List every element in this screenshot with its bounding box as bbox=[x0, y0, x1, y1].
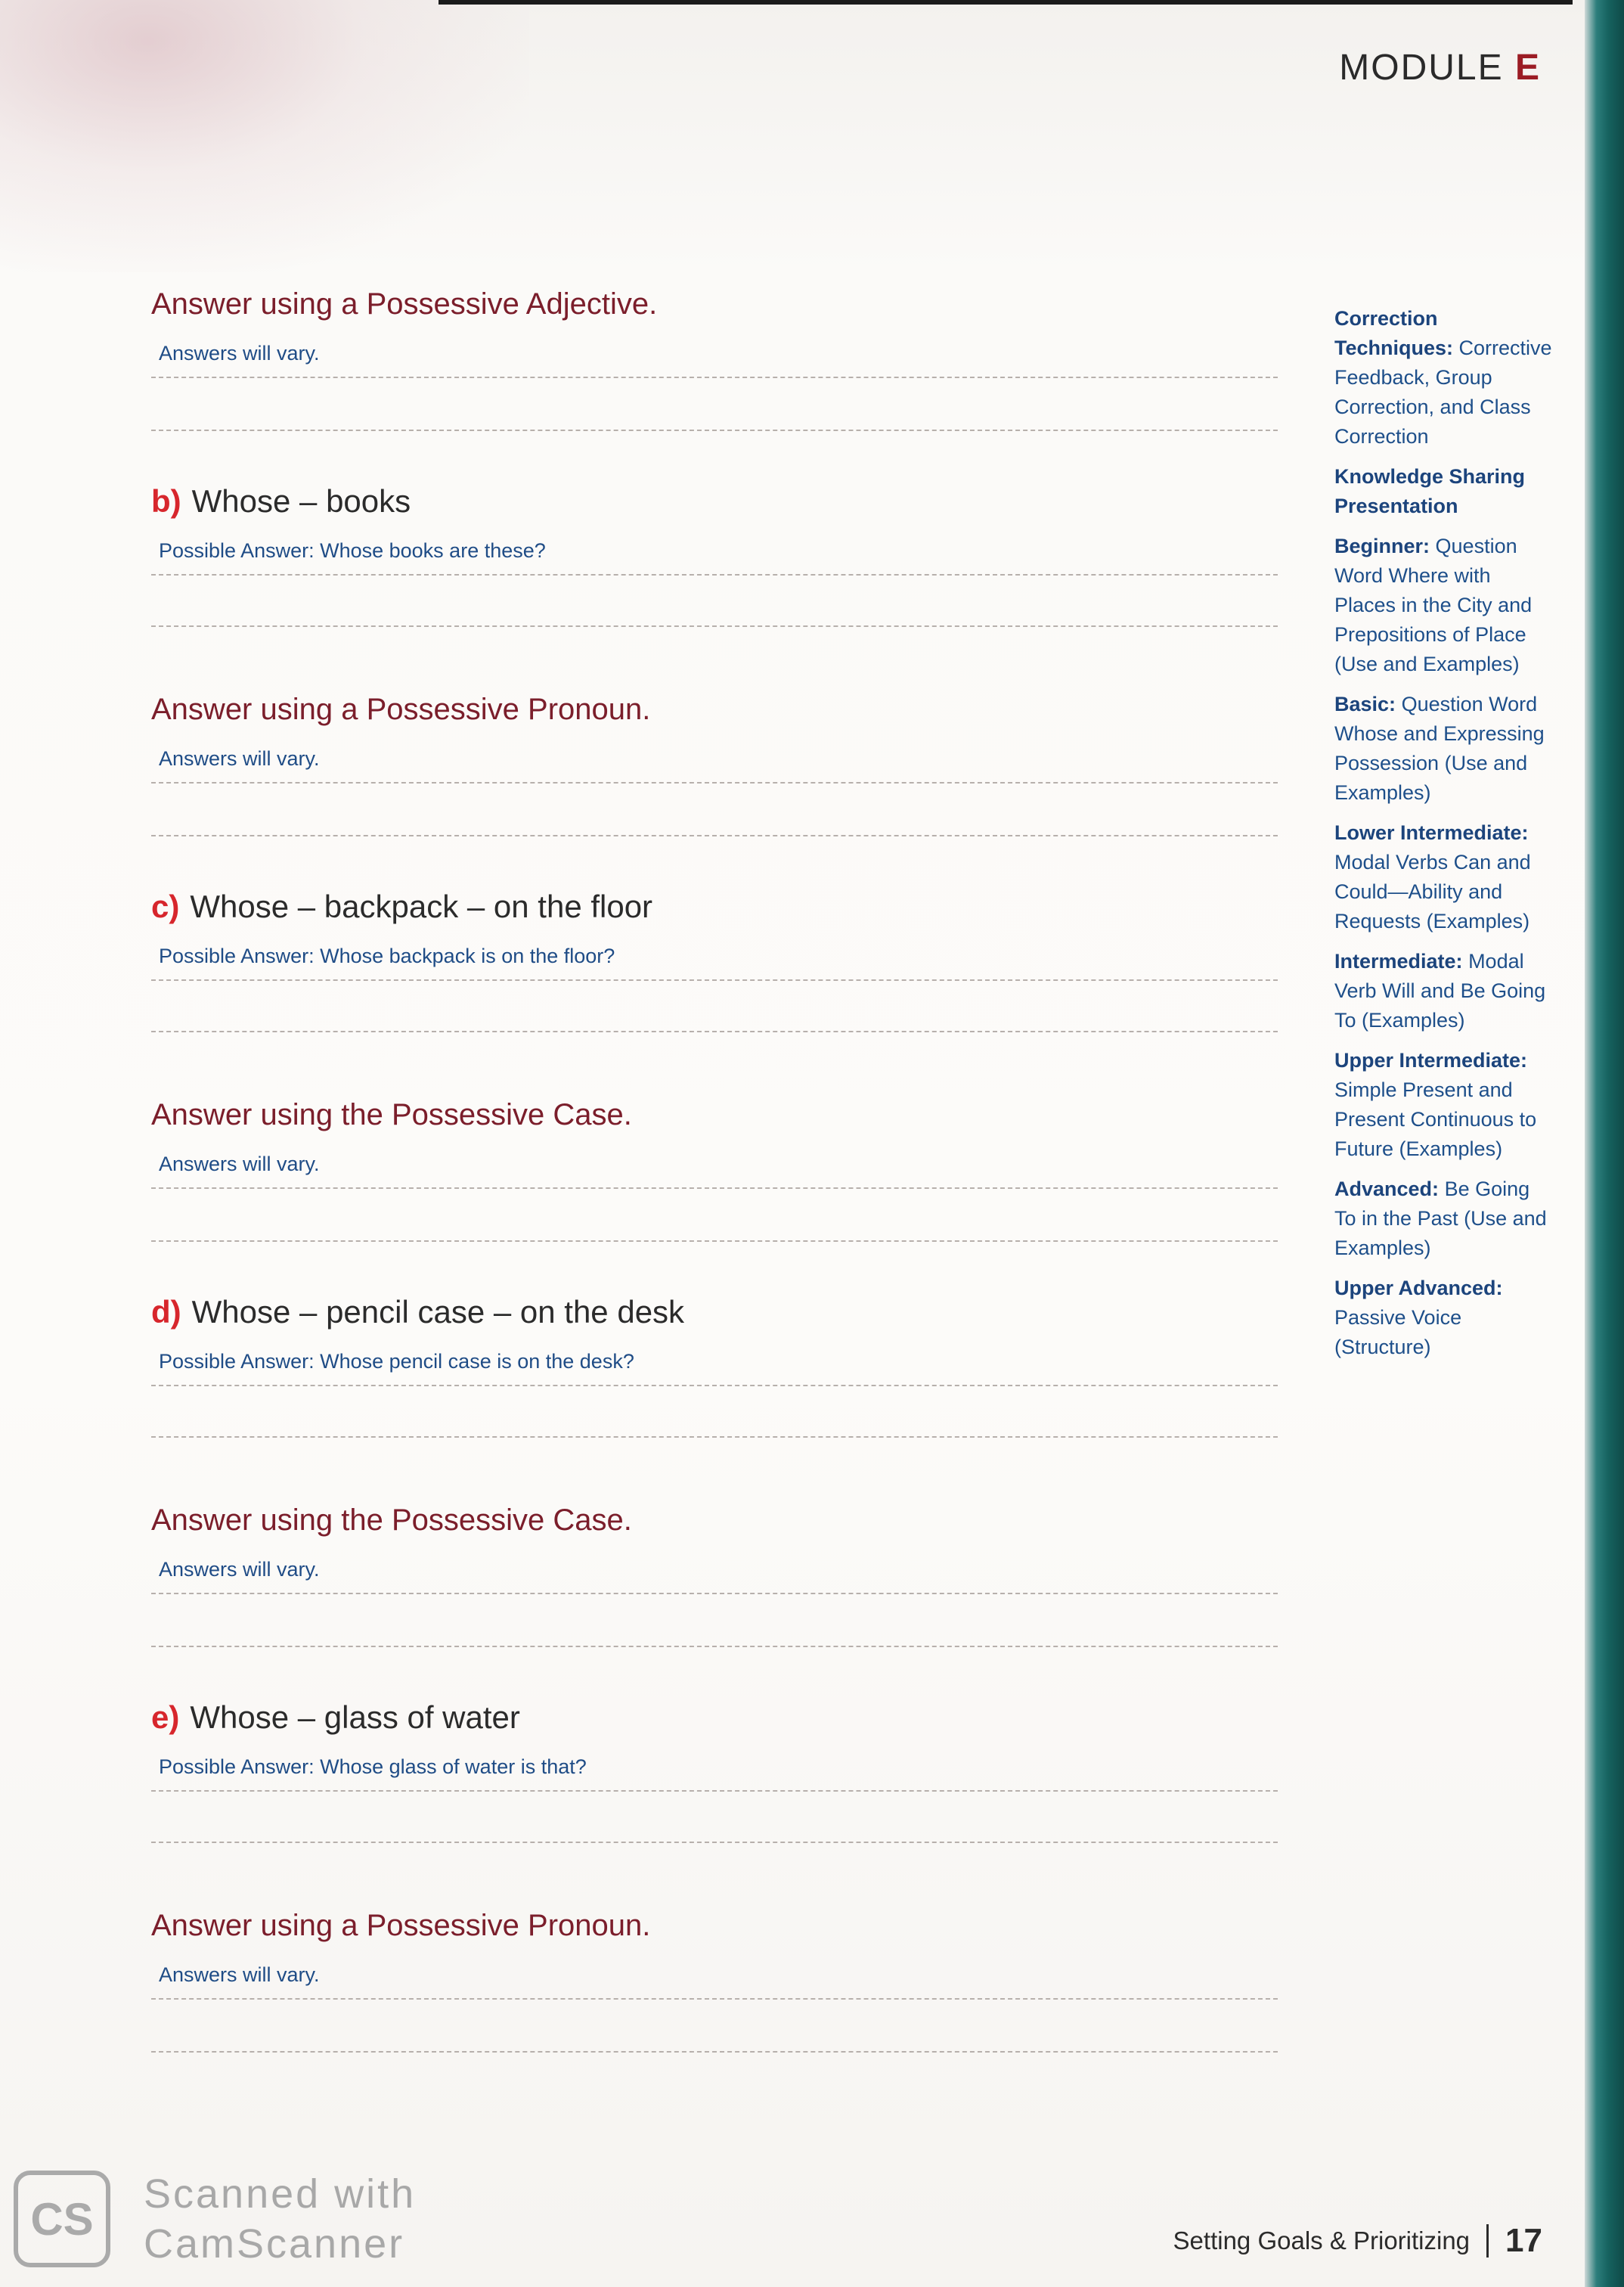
exercise-block bbox=[144, 886, 1285, 1091]
sidebar-note bbox=[1334, 947, 1554, 1035]
exercise-block bbox=[144, 280, 1285, 480]
answer-response: Possible Answer: Whose books are these? bbox=[159, 539, 546, 562]
sidebar-note-label: Upper Advanced: bbox=[1334, 1277, 1503, 1299]
sidebar-note bbox=[1334, 304, 1554, 452]
teacher-notes-sidebar bbox=[1334, 304, 1554, 1373]
camscanner-watermark bbox=[14, 2169, 416, 2269]
question-prompt bbox=[151, 1294, 684, 1330]
answer-line bbox=[151, 1240, 1278, 1242]
answer-line bbox=[151, 625, 1278, 627]
sidebar-note-label: Beginner: bbox=[1334, 535, 1430, 557]
watermark-line1: Scanned with bbox=[144, 2171, 417, 2217]
answer-line bbox=[151, 1385, 1278, 1386]
footer-title: Setting Goals & Prioritizing bbox=[1173, 2226, 1471, 2254]
answer-line bbox=[151, 782, 1278, 784]
module-label bbox=[1339, 47, 1541, 88]
sidebar-note-text: Modal Verb Will and Be Going To (Examples) bbox=[1334, 950, 1546, 1032]
question-text: Whose – backpack – on the floor bbox=[190, 889, 653, 924]
answer-line bbox=[151, 1842, 1278, 1843]
answer-response: Answers will vary. bbox=[159, 1963, 320, 1986]
answer-line bbox=[151, 835, 1278, 836]
answer-line bbox=[151, 2051, 1278, 2053]
answer-response: Possible Answer: Whose pencil case is on the desk? bbox=[159, 1350, 634, 1373]
question-prompt bbox=[151, 483, 411, 520]
answer-instruction: Answer using the Possessive Case. bbox=[151, 1503, 632, 1537]
question-letter: e) bbox=[151, 1699, 180, 1735]
sidebar-note-text: Simple Present and Present Continuous to Future (Examples) bbox=[1334, 1078, 1537, 1160]
question-text: Whose – books bbox=[191, 483, 411, 519]
answer-line bbox=[151, 1436, 1278, 1438]
sidebar-note-text: Be Going To in the Past (Use and Examples) bbox=[1334, 1178, 1547, 1259]
sidebar-note-text: Passive Voice (Structure) bbox=[1334, 1306, 1462, 1358]
answer-line bbox=[151, 1790, 1278, 1792]
answer-response: Possible Answer: Whose glass of water is that? bbox=[159, 1755, 587, 1778]
sidebar-note-text: Question Word Where with Places in the City and Prepositions of Place (Use and Examples) bbox=[1334, 535, 1533, 675]
page-number: 17 bbox=[1505, 2222, 1542, 2259]
question-prompt bbox=[151, 889, 652, 925]
watermark-line2: CamScanner bbox=[144, 2221, 405, 2267]
sidebar-note bbox=[1334, 690, 1554, 808]
answer-instruction: Answer using a Possessive Pronoun. bbox=[151, 693, 651, 726]
sidebar-note-label: Correction Techniques: bbox=[1334, 307, 1454, 359]
module-letter: E bbox=[1514, 48, 1541, 88]
sidebar-note-label: Lower Intermediate: bbox=[1334, 821, 1529, 844]
answer-response: Answers will vary. bbox=[159, 1558, 320, 1581]
book-spine bbox=[1585, 0, 1624, 2287]
answer-line bbox=[151, 574, 1278, 576]
question-letter: b) bbox=[151, 483, 181, 519]
answer-line bbox=[151, 1998, 1278, 2000]
answer-response: Answers will vary. bbox=[159, 747, 320, 770]
answer-line bbox=[151, 1187, 1278, 1189]
sidebar-note bbox=[1334, 818, 1554, 936]
answer-instruction: Answer using a Possessive Adjective. bbox=[151, 287, 658, 321]
answer-response: Answers will vary. bbox=[159, 1153, 320, 1175]
footer-divider bbox=[1486, 2224, 1489, 2258]
answer-response: Answers will vary. bbox=[159, 342, 320, 365]
page-footer bbox=[1173, 2222, 1542, 2260]
sidebar-note-label: Intermediate: bbox=[1334, 950, 1463, 973]
exercise-block bbox=[144, 1901, 1285, 2102]
question-letter: c) bbox=[151, 889, 180, 924]
answer-instruction: Answer using the Possessive Case. bbox=[151, 1098, 632, 1131]
camscanner-logo: CS bbox=[14, 2171, 110, 2267]
sidebar-note bbox=[1334, 1046, 1554, 1164]
answer-instruction: Answer using a Possessive Pronoun. bbox=[151, 1909, 651, 1942]
question-text: Whose – glass of water bbox=[190, 1699, 520, 1735]
answer-line bbox=[151, 1031, 1278, 1032]
question-letter: d) bbox=[151, 1294, 181, 1330]
answer-line bbox=[151, 1646, 1278, 1647]
question-prompt bbox=[151, 1699, 520, 1736]
answer-line bbox=[151, 979, 1278, 981]
sidebar-note bbox=[1334, 462, 1554, 521]
exercise-block bbox=[144, 1496, 1285, 1696]
exercise-list bbox=[144, 280, 1285, 2102]
sidebar-note-text: Question Word Whose and Expressing Possession (Use and Examples) bbox=[1334, 693, 1545, 804]
watermark-text bbox=[144, 2169, 416, 2269]
sidebar-note bbox=[1334, 1175, 1554, 1263]
exercise-block bbox=[144, 480, 1285, 685]
exercise-block bbox=[144, 685, 1285, 886]
sidebar-note-label: Upper Intermediate: bbox=[1334, 1049, 1528, 1072]
sidebar-note-label: Advanced: bbox=[1334, 1178, 1440, 1200]
answer-response: Possible Answer: Whose backpack is on the floor? bbox=[159, 945, 615, 967]
sidebar-note-label: Knowledge Sharing Presentation bbox=[1334, 465, 1526, 517]
exercise-block bbox=[144, 1696, 1285, 1901]
sidebar-note-text: Corrective Feedback, Group Correction, and Class Correction bbox=[1334, 337, 1552, 448]
sidebar-note bbox=[1334, 1274, 1554, 1362]
page-top-edge bbox=[439, 0, 1573, 5]
answer-line bbox=[151, 1593, 1278, 1594]
answer-line bbox=[151, 377, 1278, 378]
sidebar-note bbox=[1334, 532, 1554, 679]
module-text: MODULE bbox=[1339, 48, 1504, 88]
exercise-block bbox=[144, 1291, 1285, 1496]
answer-line bbox=[151, 430, 1278, 431]
question-text: Whose – pencil case – on the desk bbox=[191, 1294, 685, 1330]
exercise-block bbox=[144, 1091, 1285, 1291]
sidebar-note-text: Modal Verbs Can and Could—Ability and Requests (Examples) bbox=[1334, 851, 1531, 932]
sidebar-note-label: Basic: bbox=[1334, 693, 1396, 715]
